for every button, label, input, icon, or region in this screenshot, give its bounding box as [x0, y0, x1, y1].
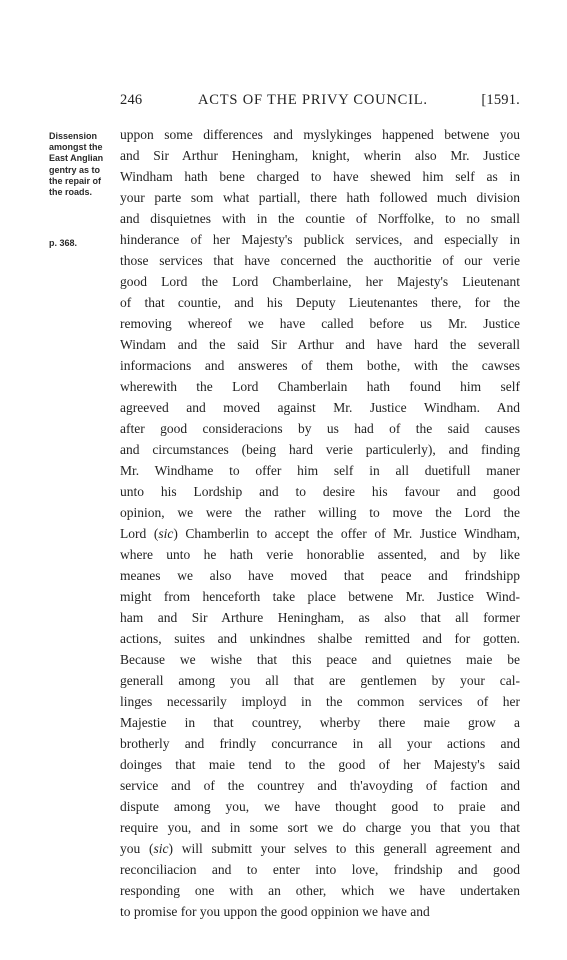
year-label: [1591. [481, 92, 520, 108]
text-line: informacions and answeres of them bothe, with the cawses [120, 358, 520, 373]
text-line: of that countie, and his Deputy Lieutenantes there, for the [120, 295, 520, 310]
text-line: responding one with an other, which we have undertaken [120, 883, 520, 898]
text-line: actions, suites and unkindnes shalbe remitted and for gotten. [120, 631, 520, 646]
text-line: uppon some differences and myslykinges happened betwene you [120, 127, 520, 142]
text-line: meanes we also have moved that peace and frindshipp [120, 568, 520, 583]
sic-annotation: sic [153, 841, 169, 856]
running-title: ACTS OF THE PRIVY COUNCIL. [198, 92, 428, 108]
text-line: Majestie in that countrey, wherby there maie grow a [120, 715, 520, 730]
text-line: and Sir Arthur Heningham, knight, wherin also Mr. Justice [120, 148, 520, 163]
text-line: and disquietnes with in the countie of Norffolke, to no small [120, 211, 520, 226]
text-line: service and of the countrey and th'avoyding of faction and [120, 778, 520, 793]
text-line: Lord (sic) Chamberlin to accept the offer of Mr. Justice Windham, [120, 526, 520, 541]
text-line: where unto he hath verie honorablie assented, and by like [120, 547, 520, 562]
text-line: Because we wishe that this peace and quietnes maie be [120, 652, 520, 667]
page-number: 246 [120, 92, 143, 108]
text-line: doinges that maie tend to the good of her Majesty's said [120, 757, 520, 772]
sidenote-line: Dissension [49, 131, 98, 141]
text-line: Windam and the said Sir Arthur and have hard the severall [120, 337, 520, 352]
text-line: linges necessarily imployd in the common services of her [120, 694, 520, 709]
text-line: unto his Lordship and to desire his favour and good [120, 484, 520, 499]
text-line: your parte som what partiall, there hath followed much division [120, 190, 520, 205]
text-line: and circumstances (being hard verie particulerly), and finding [120, 442, 520, 457]
text-line: wherewith the Lord Chamberlain hath found him self [120, 379, 520, 394]
body-text [120, 124, 520, 922]
text-line: to promise for you uppon the good oppinion we have and [120, 904, 430, 919]
sidenote-line: gentry as to [49, 164, 101, 175]
sidenote-line: the roads. [49, 187, 93, 198]
text-line: removing whereof we have called before us Mr. Justice [120, 316, 520, 331]
sidenote-line: East Anglian [49, 153, 104, 164]
text-line: opinion, we were the rather willing to move the Lord the [120, 505, 520, 520]
text-line: hinderance of her Majesty's publick services, and especially in [120, 232, 520, 247]
text-line: agreeved and moved against Mr. Justice Windham. And [120, 400, 520, 415]
text-line: dispute among you, we have thought good to praie and [120, 799, 520, 814]
text-line: after good consideracions by us had of the said causes [120, 421, 520, 436]
text-line: reconciliacion and to enter into love, frindship and good [120, 862, 520, 877]
text-line: you (sic) will submitt your selves to this generall agreement and [120, 841, 520, 856]
text-line: brotherly and frindly concurrance in all your actions and [120, 736, 520, 751]
text-line: might from henceforth take place betwene Mr. Justice Wind- [120, 589, 520, 604]
text-line: generall among you all that are gentlemen by your cal- [120, 673, 520, 688]
text-line: good Lord the Lord Chamberlaine, her Majesty's Lieutenant [120, 274, 520, 289]
text-line: Mr. Windhame to offer him self in all duetifull maner [120, 463, 520, 478]
text-line: require you, and in some sort we do charge you that you that [120, 820, 520, 835]
page-header [120, 92, 520, 112]
sic-annotation: sic [158, 526, 174, 541]
text-line: Windham hath bene charged to have shewed him self as in [120, 169, 520, 184]
sidenote-line: amongst the [49, 142, 103, 153]
text-line: those services that have concerned the aucthoritie of our verie [120, 253, 520, 268]
marginal-summary-note [49, 131, 111, 198]
page-reference-note: p. 368. [49, 238, 78, 248]
sidenote-line: the repair of [49, 175, 102, 186]
text-line: ham and Sir Arthure Heningham, as also that all former [120, 610, 520, 625]
